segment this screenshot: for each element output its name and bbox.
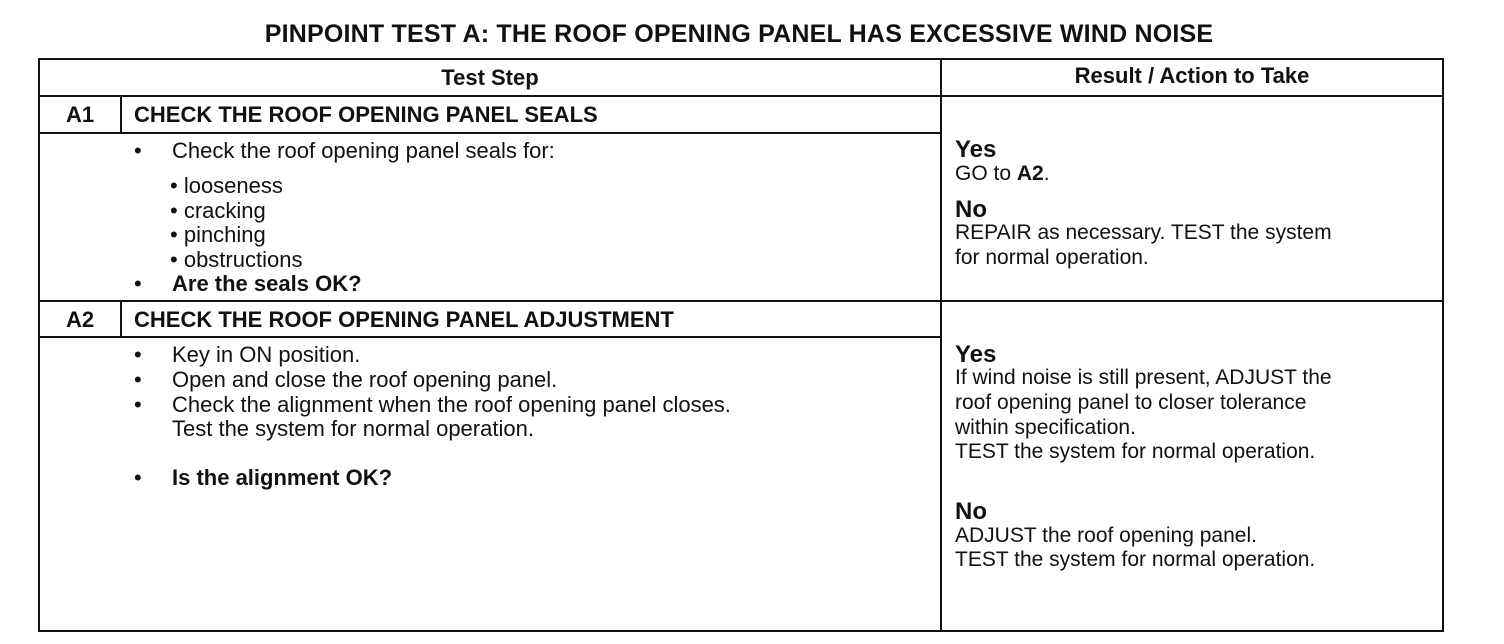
a2-instruction: Key in ON position.: [172, 342, 361, 367]
a1-question: Are the seals OK?: [172, 271, 362, 296]
a2-yes-text-line: roof opening panel to closer tolerance: [955, 391, 1307, 414]
a1-id-divider: [120, 95, 122, 134]
a2-title-divider: [38, 336, 942, 338]
header-divider: [38, 95, 1444, 97]
a1-no-text-line: REPAIR as necessary. TEST the system: [955, 221, 1332, 244]
a1-title-divider: [38, 132, 942, 134]
header-test-step: Test Step: [441, 65, 539, 90]
list-item: • looseness: [170, 173, 283, 198]
list-item: • cracking: [170, 197, 266, 223]
a2-instruction: Open and close the roof opening panel.: [172, 367, 558, 392]
column-divider: [940, 58, 942, 632]
list-item: • obstructions: [170, 246, 303, 272]
bullet-icon: •: [134, 392, 142, 417]
a2-no-label: No: [955, 498, 987, 525]
a2-no-text-line: TEST the system for normal operation.: [955, 548, 1316, 571]
step-id-a1: A1: [65, 102, 95, 127]
page-title: PINPOINT TEST A: THE ROOF OPENING PANEL HAS EXCESSIVE WIND NOISE: [264, 20, 1214, 48]
bullet-icon: •: [134, 465, 142, 490]
a1-no-label: No: [955, 196, 987, 223]
list-item: • pinching: [170, 222, 266, 247]
bullet-icon: •: [134, 367, 142, 392]
bullet-icon: •: [134, 271, 142, 296]
a2-yes-text-line: If wind noise is still present, ADJUST the: [955, 366, 1332, 389]
a2-yes-text-line: TEST the system for normal operation.: [955, 440, 1316, 463]
a1-yes-label: Yes: [955, 136, 997, 163]
step-title-a1: CHECK THE ROOF OPENING PANEL SEALS: [134, 102, 598, 127]
step-separator: [38, 300, 1444, 302]
bullet-icon: •: [134, 342, 142, 367]
a2-instruction: Check the alignment when the roof opening panel closes.: [172, 392, 731, 417]
a2-id-divider: [120, 300, 122, 338]
step-id-a2: A2: [65, 307, 95, 332]
step-title-a2: CHECK THE ROOF OPENING PANEL ADJUSTMENT: [134, 307, 674, 332]
a1-yes-text: GO to A2.: [955, 162, 1050, 185]
a2-question: Is the alignment OK?: [172, 465, 393, 490]
a2-continuation: Test the system for normal operation.: [172, 416, 534, 441]
a2-yes-label: Yes: [955, 341, 997, 368]
a1-instruction: Check the roof opening panel seals for:: [172, 138, 555, 163]
a2-no-text-line: ADJUST the roof opening panel.: [955, 524, 1257, 547]
header-result: Result / Action to Take: [1074, 63, 1310, 88]
a1-no-text-line: for normal operation.: [955, 246, 1149, 269]
bullet-icon: •: [134, 138, 142, 163]
a2-yes-text-line: within specification.: [955, 416, 1136, 439]
